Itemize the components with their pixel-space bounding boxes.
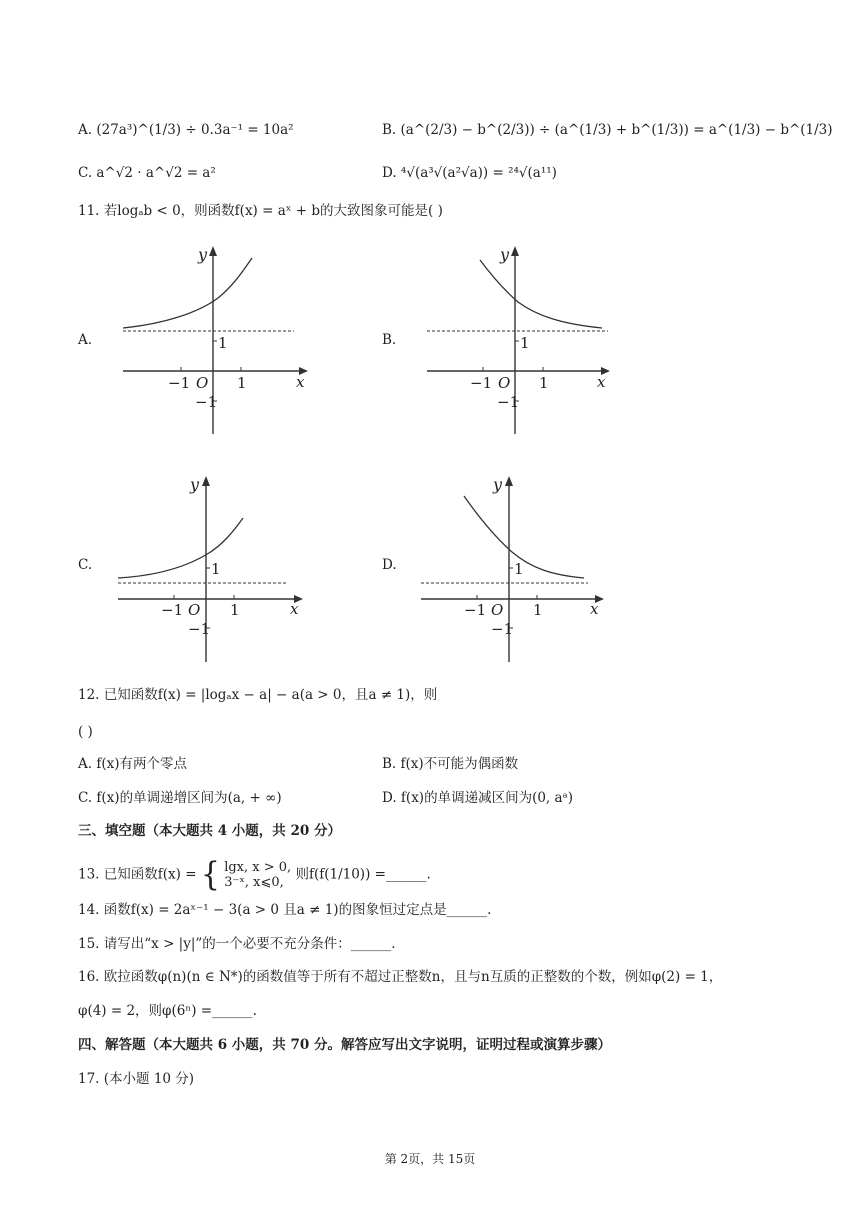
origin-label: O (196, 374, 209, 392)
y-axis-arrow (511, 246, 519, 256)
y-label: y (198, 245, 208, 264)
q10-option-c: C. a^√2 · a^√2 = a² (78, 165, 216, 181)
tick-1-y: 1 (211, 560, 221, 578)
y-axis-arrow (505, 476, 513, 486)
q10-option-d: D. ⁴√(a³√(a²√a)) = ²⁴√(a¹¹) (382, 165, 557, 181)
tick-1-x: 1 (237, 374, 247, 392)
tick-1-y: 1 (520, 334, 530, 352)
q17: 17. (本小题 10 分) (78, 1071, 195, 1087)
tick-1-y: 1 (514, 560, 524, 578)
origin-label: O (498, 374, 511, 392)
x-label: x (590, 600, 599, 618)
q12-paren: ( ) (78, 724, 93, 740)
q12-stem: 12. 已知函数f(x) = |logₐx − a| − a(a > 0，且a ≠ 1)，则 (78, 687, 438, 703)
q13-suffix: 则f(f(1/10)) =______. (295, 866, 431, 883)
q11-stem: 11. 若logₐb < 0，则函数f(x) = aˣ + b的大致图象可能是( ) (78, 203, 443, 219)
tick-neg1-x: −1 (168, 374, 191, 392)
q12-option-d: D. f(x)的单调递减区间为(0, aᵃ) (382, 790, 574, 806)
tick-neg1-x: −1 (161, 601, 184, 619)
section-3-heading: 三、填空题（本大题共 4 小题，共 20 分） (78, 823, 341, 839)
tick-neg1-y: −1 (195, 393, 218, 411)
graph-c (113, 468, 313, 668)
q15: 15. 请写出“x > |y|”的一个必要不充分条件：______. (78, 936, 396, 952)
q12-option-a: A. f(x)有两个零点 (78, 756, 187, 772)
y-axis-arrow (202, 476, 210, 486)
tick-1-y: 1 (218, 334, 228, 352)
graph-a (118, 238, 318, 438)
x-label: x (296, 373, 305, 391)
q13-cases (224, 860, 291, 890)
y-label: y (493, 475, 503, 494)
q10-option-a: A. (27a³)^(1/3) ÷ 0.3a⁻¹ = 10a² (78, 122, 294, 138)
curve-decreasing (464, 496, 584, 578)
q16-line-2: φ(4) = 2，则φ(6ⁿ) =______. (78, 1003, 257, 1019)
q12-option-c: C. f(x)的单调递增区间为(a, + ∞) (78, 790, 282, 806)
tick-1-x: 1 (230, 601, 240, 619)
origin-label: O (491, 601, 504, 619)
y-label: y (190, 475, 200, 494)
graph-b (422, 238, 622, 438)
section-4-heading: 四、解答题（本大题共 6 小题，共 70 分。解答应写出文字说明，证明过程或演算步骤） (78, 1037, 611, 1053)
q11-option-a-label: A. (78, 332, 93, 348)
q13-prefix: 13. 已知函数f(x) = (78, 866, 197, 883)
q10-option-b: B. (a^(2/3) − b^(2/3)) ÷ (a^(1/3) + b^(1/3)) = a^(1/3) − b^(1/3) (382, 122, 833, 138)
origin-label: O (188, 601, 201, 619)
q13-brace: { (200, 855, 220, 894)
curve-increasing (123, 258, 252, 328)
x-label: x (290, 600, 299, 618)
q16-line-1: 16. 欧拉函数φ(n)(n ∈ N*)的函数值等于所有不超过正整数n，且与n互质的正整数的个数，例如φ(2) = 1， (78, 969, 723, 985)
x-label: x (597, 373, 606, 391)
q14: 14. 函数f(x) = 2aˣ⁻¹ − 3(a > 0 且a ≠ 1)的图象恒过定点是______. (78, 902, 492, 918)
y-label: y (500, 245, 510, 264)
tick-1-x: 1 (539, 374, 549, 392)
tick-neg1-x: −1 (470, 374, 493, 392)
tick-1-x: 1 (533, 601, 543, 619)
q11-option-c-label: C. (78, 557, 93, 573)
tick-neg1-y: −1 (497, 393, 520, 411)
q13-case-1: lgx, x > 0, (224, 860, 292, 875)
page-footer: 第 2页，共 15页 (384, 1152, 476, 1166)
curve-decreasing (480, 260, 602, 328)
tick-neg1-x: −1 (464, 601, 487, 619)
q11-option-d-label: D. (382, 557, 397, 573)
q13-case-2: 3⁻ˣ, x⩽0, (224, 875, 284, 890)
q11-option-b-label: B. (382, 332, 397, 348)
y-axis-arrow (209, 246, 217, 256)
tick-neg1-y: −1 (188, 620, 211, 638)
q13 (78, 855, 431, 894)
curve-increasing (118, 518, 243, 578)
tick-neg1-y: −1 (491, 620, 514, 638)
graph-d (416, 468, 616, 668)
q12-option-b: B. f(x)不可能为偶函数 (382, 756, 519, 772)
